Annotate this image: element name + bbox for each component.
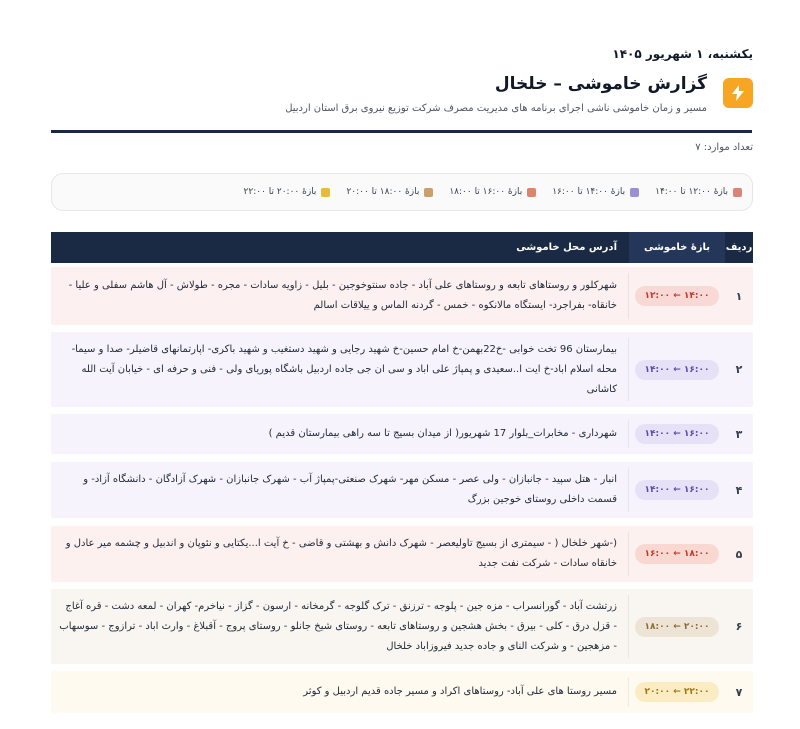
address-text: انبار - هتل سپید - جانبازان - ولی عصر - مسکن مهر- شهرک صنعتی-پمپاژ آب - شهرک جانبازان - شهرک آزادگان - دانشگاه آزاد- و قسمت داخلی روستای خوجین بزرگ [83,474,617,505]
legend-swatch [630,188,639,197]
legend-swatch [424,188,433,197]
row-interval [629,414,725,454]
report-header [50,44,753,134]
row-index: ۵ [735,547,743,561]
column-header-address: آدرس محل خاموشی [516,242,617,253]
row-address [51,589,629,664]
legend-swatch [733,188,742,197]
row-index: ۴ [735,483,743,497]
table-row [51,589,753,664]
interval-legend [51,173,753,211]
row-interval [629,332,725,407]
page-subtitle: مسیر و زمان خاموشی ناشی اجرای برنامه های مدیریت مصرف شرکت توزیع نیروی برق استان اردبیل [285,103,707,114]
table-row [51,332,753,407]
table-row [51,414,753,454]
interval-badge: ۱۶:۰۰ ← ۱۴:۰۰ [635,480,720,500]
row-index: ۷ [735,685,743,699]
address-text: زرتشت آباد - گورانسراب - مزه جین - پلوجه - ترزنق - ترک گلوجه - گرمخانه - ارسون - گزاز - نیاخرم- کهران - لمعه دشت - قره آغاج - قزل درق - کلی - بیرق - بخش هشجین و روستاهای تابعه - روستای شیخ جانلو - روستای پروج - آقبلاغ - وارث اباد - ترازوج - سوسهاب - مزهجین - و شرکت النای و جاده جدید فیروزاباد خلخال [59,600,617,652]
page-title: گزارش خاموشی – خلخال [494,74,707,94]
row-interval [629,526,725,582]
row-address [51,332,629,407]
row-interval [629,671,725,713]
legend-item [244,187,331,197]
legend-label: بازهٔ ۱۲:۰۰ تا ۱۴:۰۰ [655,187,728,197]
row-address [51,526,629,582]
row-index: ۱ [735,289,743,303]
row-address [51,462,629,518]
table-row [51,671,753,713]
legend-item [449,187,536,197]
address-text: بیمارستان 96 تخت خوابی -خ22بهمن-خ امام حسین-خ شهید رجایی و شهید دستغیب و شهید باکری- اپارتمانهای قاضیلر- صدا و سیما-محله اسلام اباد-خ ایت ا..سعیدی و پمپاژ علی اباد و سی ان جی جاده اردبیل باشگاه پوریای ولی - فنی و حرفه ای - خیابان آیت الله کاشانی [71,343,617,395]
row-interval [629,267,725,325]
column-header-interval: بازهٔ خاموشی [629,232,725,263]
interval-badge: ۱۶:۰۰ ← ۱۴:۰۰ [635,360,720,380]
row-index: ۲ [735,363,743,376]
interval-badge: ۱۶:۰۰ ← ۱۴:۰۰ [635,424,720,444]
table-row [51,526,753,582]
table-row [51,267,753,325]
address-text: مسیر روستا های علی آباد- روستاهای اکراد و مسیر جاده قدیم اردبیل و کوثر [303,686,617,697]
interval-badge: ۲۲:۰۰ ← ۲۰:۰۰ [635,682,720,702]
row-index: ۶ [735,620,743,633]
interval-badge: ۱۸:۰۰ ← ۱۶:۰۰ [635,544,720,564]
column-header-index: ردیف [725,242,753,253]
legend-swatch [321,188,330,197]
report-date: یکشنبه، ۱ شهریور ۱۴۰۵ [612,47,753,61]
row-interval [629,589,725,664]
row-address [51,671,629,713]
legend-label: بازهٔ ۱۴:۰۰ تا ۱۶:۰۰ [552,187,626,197]
lightning-bolt-icon [723,78,753,108]
row-index: ۳ [735,427,743,441]
header-divider [51,130,752,133]
row-interval [629,462,725,518]
legend-item [552,187,639,197]
legend-swatch [527,188,536,197]
legend-label: بازهٔ ۱۶:۰۰ تا ۱۸:۰۰ [449,187,523,197]
address-text: (-شهر خلخال ( - سیمتری از بسیج تاولیعصر - شهرک دانش و بهشتی و قاضی - خ آیت ا...یکتایی و نئوپان و اندبیل و چشمه میر عادل و خانقاه سادات - شرکت نفت جدید [65,538,617,569]
address-text: شهرداری - مخابرات_بلوار 17 شهریور( از میدان بسیج تا سه راهی بیمارستان قدیم ) [268,428,617,439]
address-text: شهرکلور و روستاهای تابعه و روستاهای علی آباد - جاده سنتوخوجین - بلیل - زاویه سادات - مجره - طولاش - آل هاشم سفلی و علیا - خانقاه- بفراجرد- ایستگاه مالانکوه - خمس - گردنه الماس و ییلاقات اسالم [68,280,617,311]
legend-label: بازهٔ ۲۰:۰۰ تا ۲۲:۰۰ [243,187,317,197]
row-address [51,414,629,454]
table-row [51,462,753,518]
legend-label: بازهٔ ۱۸:۰۰ تا ۲۰:۰۰ [346,187,420,197]
legend-item [346,187,433,197]
row-address [51,267,629,325]
legend-item [655,187,742,197]
record-count: تعداد موارد: ۷ [695,142,753,153]
table-header [51,232,753,263]
interval-badge: ۱۴:۰۰ ← ۱۲:۰۰ [635,286,720,306]
interval-badge: ۲۰:۰۰ ← ۱۸:۰۰ [635,617,720,637]
